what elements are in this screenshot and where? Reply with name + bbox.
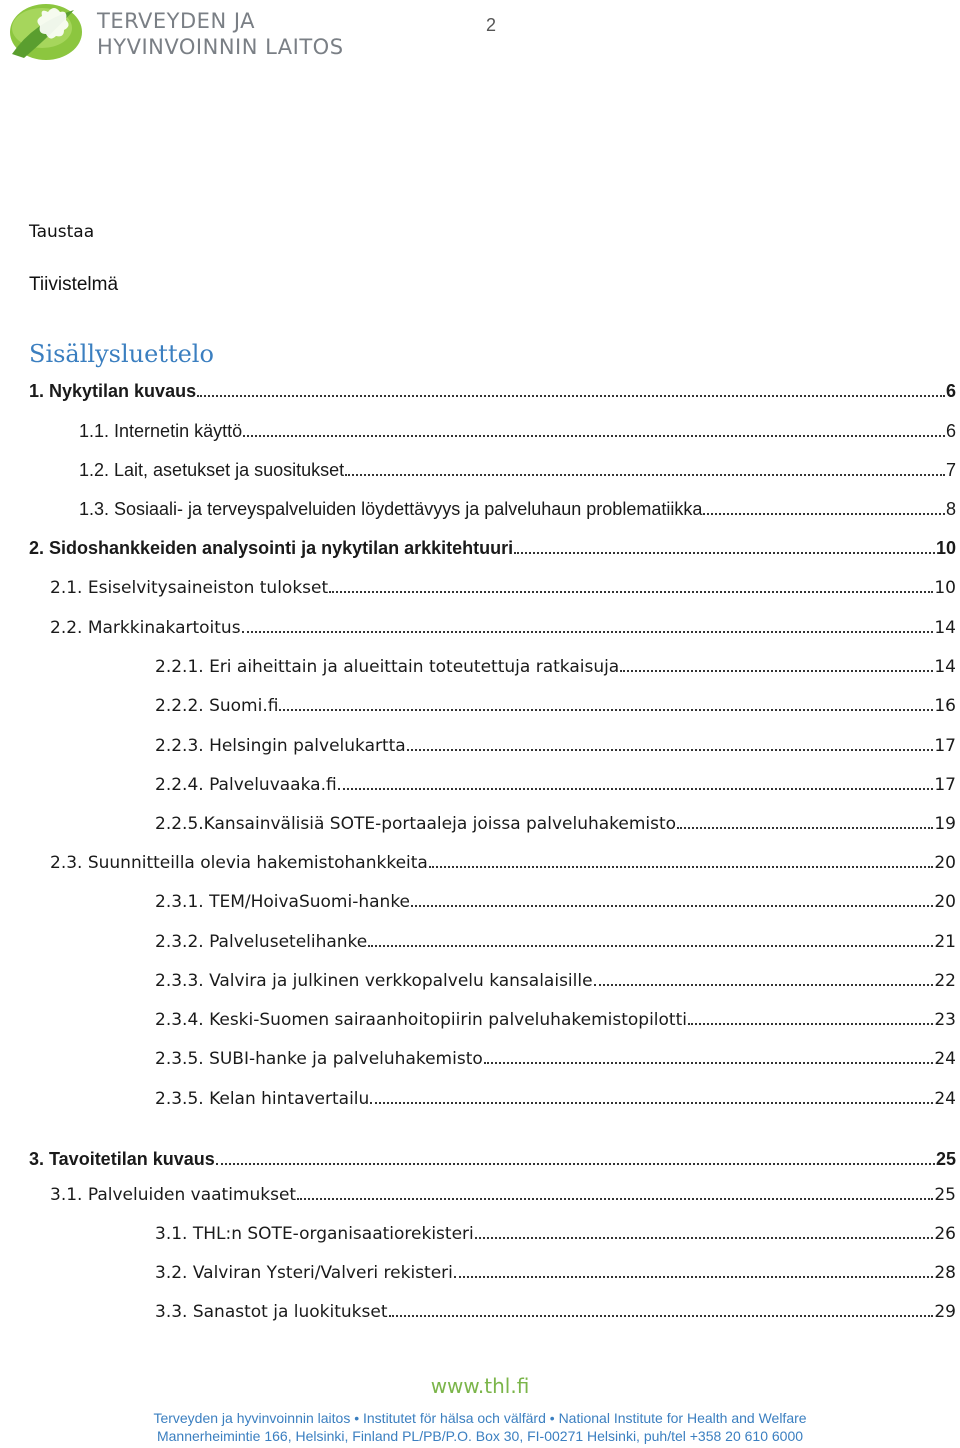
- toc-dot-leader: [620, 656, 933, 672]
- toc-entry-label: 2. Sidoshankkeiden analysointi ja nykytilan arkkitehtuuri: [29, 538, 514, 558]
- toc-entry-label: 3.1. THL:n SOTE-organisaatiorekisteri: [155, 1224, 474, 1244]
- toc-dot-leader: [688, 1009, 933, 1025]
- toc-entry-page: 22: [934, 971, 956, 991]
- heading-tiivistelma: Tiivistelmä: [29, 274, 119, 295]
- toc-entry-label: 1. Nykytilan kuvaus: [29, 381, 197, 401]
- toc-entry-label: 2.2.5.Kansainvälisiä SOTE-portaaleja joissa palveluhakemisto: [155, 814, 677, 834]
- toc-dot-leader: [703, 499, 945, 515]
- toc-dot-leader: [484, 1048, 934, 1064]
- toc-dot-leader: [338, 774, 934, 790]
- toc-entry-page: 24: [934, 1089, 956, 1109]
- toc-entry-label: 2.1. Esiselvitysaineiston tulokset: [50, 578, 329, 598]
- toc-dot-leader: [297, 1184, 933, 1200]
- toc-entry-label: 2.3.3. Valvira ja julkinen verkkopalvelu kansalaisille: [155, 971, 593, 991]
- footer-address: Mannerheimintie 166, Helsinki, Finland PL/PB/P.O. Box 30, FI-00271 Helsinki, puh/tel +358 20 610 6000: [156, 1428, 804, 1444]
- toc-dot-leader: [411, 891, 933, 907]
- toc-dot-leader: [279, 695, 933, 711]
- toc-entry-label: 2.2.4. Palveluvaaka.fi: [155, 775, 337, 795]
- toc-dot-leader: [454, 1262, 933, 1278]
- toc-entry[interactable]: [155, 970, 956, 994]
- toc-entry-page: 29: [934, 1302, 956, 1322]
- toc-entry[interactable]: [79, 499, 956, 523]
- toc-dot-leader: [429, 852, 934, 868]
- toc-entry-page: 17: [934, 736, 956, 756]
- toc-dot-leader: [389, 1301, 934, 1317]
- toc-dot-leader: [475, 1223, 934, 1239]
- toc-entry-page: 16: [934, 696, 956, 716]
- toc-entry[interactable]: [155, 1088, 956, 1112]
- toc-entry-page: 14: [934, 618, 956, 638]
- toc-entry[interactable]: [155, 931, 956, 955]
- toc-entry[interactable]: [50, 852, 956, 876]
- toc-entry[interactable]: [155, 1048, 956, 1072]
- toc-dot-leader: [514, 538, 935, 554]
- toc-entry-page: 25: [934, 1185, 956, 1205]
- toc-entry-page: 8: [945, 499, 956, 519]
- toc-dot-leader: [370, 1088, 933, 1104]
- toc-dot-leader: [243, 421, 945, 437]
- toc-entry-label: 3.1. Palveluiden vaatimukset: [50, 1185, 297, 1205]
- toc-entry-page: 10: [934, 578, 956, 598]
- toc-entry[interactable]: [50, 617, 956, 641]
- toc-entry[interactable]: [155, 1223, 956, 1247]
- org-name-line2: HYVINVOINNIN LAITOS: [97, 35, 344, 59]
- toc-entry-label: 1.3. Sosiaali- ja terveyspalveluiden löydettävyys ja palveluhaun problematiikka: [79, 499, 703, 519]
- toc-dot-leader: [407, 735, 934, 751]
- toc-entry-label: 3.2. Valviran Ysteri/Valveri rekisteri: [155, 1263, 453, 1283]
- toc-entry-label: 2.3.4. Keski-Suomen sairaanhoitopiirin palveluhakemistopilotti: [155, 1010, 687, 1030]
- toc-entry-label: 3.3. Sanastot ja luokitukset: [155, 1302, 388, 1322]
- toc-entry[interactable]: [155, 1301, 956, 1325]
- toc-dot-leader: [594, 970, 934, 986]
- toc-entry-page: 23: [934, 1010, 956, 1030]
- toc-entry-label: 2.3.2. Palvelusetelihanke: [155, 932, 368, 952]
- toc-entry-page: 10: [935, 538, 956, 558]
- toc-entry-page: 6: [945, 421, 956, 441]
- toc-entry-label: 2.3.1. TEM/HoivaSuomi-hanke: [155, 892, 411, 912]
- toc-entry[interactable]: [155, 813, 956, 837]
- toc-entry-page: 6: [945, 381, 956, 401]
- toc-entry-page: 21: [934, 932, 956, 952]
- toc-dot-leader: [345, 460, 945, 476]
- toc-entry-page: 19: [934, 814, 956, 834]
- toc-entry-label: 1.1. Internetin käyttö: [79, 421, 243, 441]
- page-number: 2: [486, 15, 497, 35]
- toc-entry[interactable]: [155, 1262, 956, 1286]
- toc-dot-leader: [677, 813, 933, 829]
- toc-entry[interactable]: [79, 460, 956, 484]
- toc-entry-page: 24: [934, 1049, 956, 1069]
- toc-entry-label: 2.3. Suunnitteilla olevia hakemistohankkeita: [50, 853, 428, 873]
- toc-entry[interactable]: [50, 577, 956, 601]
- toc-entry-label: 2.2.2. Suomi.fi: [155, 696, 279, 716]
- toc-entry-label: 2.2.1. Eri aiheittain ja alueittain toteutettuja ratkaisuja: [155, 657, 620, 677]
- footer-url[interactable]: www.thl.fi: [430, 1374, 530, 1398]
- footer-organizations: Terveyden ja hyvinvoinnin laitos • Institutet för hälsa och välfärd • National Institute for Health and Welfare: [153, 1410, 807, 1426]
- toc-entry-page: 26: [934, 1224, 956, 1244]
- toc-entry[interactable]: [29, 381, 956, 405]
- toc-dot-leader: [242, 617, 934, 633]
- toc-entry[interactable]: [50, 1184, 956, 1208]
- toc-entry-page: 7: [945, 460, 956, 480]
- toc-entry-page: 25: [935, 1149, 956, 1169]
- toc-dot-leader: [216, 1149, 935, 1165]
- toc-title: Sisällysluettelo: [29, 340, 214, 368]
- toc-dot-leader: [368, 931, 933, 947]
- toc-entry-page: 20: [934, 853, 956, 873]
- toc-entry[interactable]: [29, 538, 956, 562]
- toc-dot-leader: [197, 381, 945, 397]
- heading-taustaa: Taustaa: [29, 222, 95, 242]
- toc-entry-page: 17: [934, 775, 956, 795]
- toc-dot-leader: [329, 577, 933, 593]
- toc-entry-label: 2.3.5. SUBI-hanke ja palveluhakemisto: [155, 1049, 483, 1069]
- toc-entry[interactable]: [155, 656, 956, 680]
- toc-entry-page: 14: [934, 657, 956, 677]
- toc-entry[interactable]: [29, 1149, 956, 1173]
- toc-entry[interactable]: [155, 695, 956, 719]
- toc-entry[interactable]: [155, 735, 956, 759]
- toc-entry[interactable]: [155, 774, 956, 798]
- toc-entry[interactable]: [79, 421, 956, 445]
- org-name-line1: TERVEYDEN JA: [97, 9, 256, 33]
- toc-entry-label: 1.2. Lait, asetukset ja suositukset: [79, 460, 345, 480]
- toc-entry[interactable]: [155, 1009, 956, 1033]
- toc-entry-label: 2.2.3. Helsingin palvelukartta: [155, 736, 406, 756]
- toc-entry-page: 28: [934, 1263, 956, 1283]
- toc-entry-page: 20: [934, 892, 956, 912]
- toc-entry[interactable]: [155, 891, 956, 915]
- toc-entry-label: 3. Tavoitetilan kuvaus: [29, 1149, 215, 1169]
- toc-entry-label: 2.3.5. Kelan hintavertailu: [155, 1089, 370, 1109]
- toc-entry-label: 2.2. Markkinakartoitus: [50, 618, 241, 638]
